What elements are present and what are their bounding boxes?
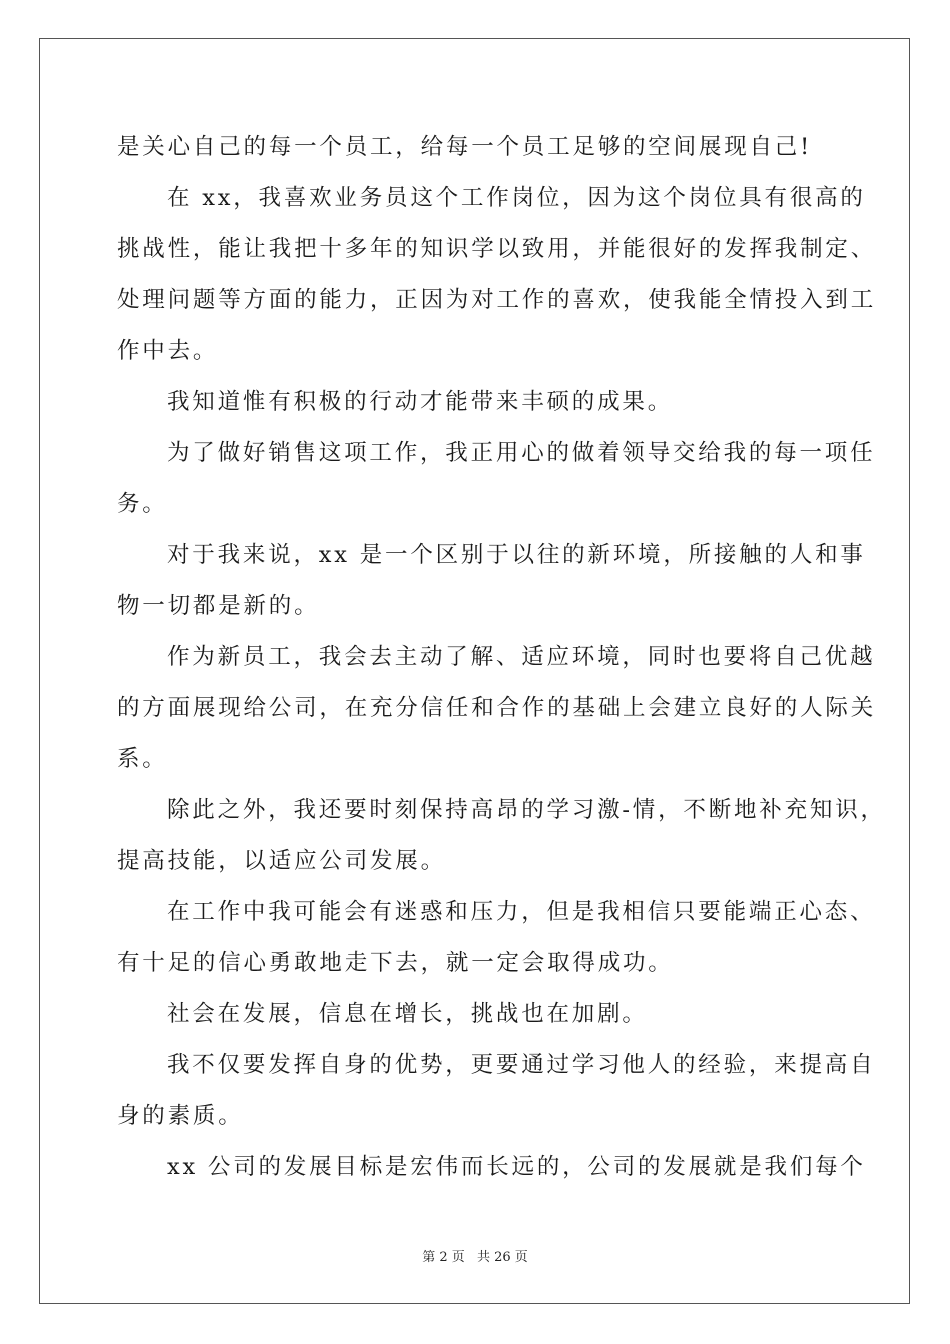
text-line: 身的素质。 [117, 1103, 244, 1129]
text-line: 作为新员工，我会去主动了解、适应环境，同时也要将自己优越 [167, 644, 876, 670]
page-number: 第 2 页 [422, 1250, 465, 1265]
text-line: 处理问题等方面的能力，正因为对工作的喜欢，使我能全情投入到工 [117, 287, 877, 313]
page-total: 共 26 页 [476, 1250, 528, 1265]
text-line: 是关心自己的每一个员工，给每一个员工足够的空间展现自己! [117, 134, 812, 160]
text-line: 物一切都是新的。 [117, 593, 320, 619]
text-line: 有十足的信心勇敢地走下去，就一定会取得成功。 [117, 950, 674, 976]
text-line: 挑战性，能让我把十多年的知识学以致用，并能很好的发挥我制定、 [117, 236, 877, 262]
text-line: 对于我来说，xx 是一个区别于以往的新环境，所接触的人和事 [167, 542, 866, 568]
text-line: 作中去。 [117, 338, 219, 364]
text-line: 除此之外，我还要时刻保持高昂的学习激-情，不断地补充知识， [167, 797, 886, 823]
text-line: xx 公司的发展目标是宏伟而长远的，公司的发展就是我们每个 [167, 1154, 866, 1180]
text-line: 务。 [117, 491, 168, 517]
text-line: 在工作中我可能会有迷惑和压力，但是我相信只要能端正心态、 [167, 899, 876, 925]
text-line: 的方面展现给公司，在充分信任和合作的基础上会建立良好的人际关 [117, 695, 877, 721]
text-line: 在 xx，我喜欢业务员这个工作岗位，因为这个岗位具有很高的 [167, 185, 866, 211]
text-line: 系。 [117, 746, 168, 772]
text-line: 社会在发展，信息在增长，挑战也在加剧。 [167, 1001, 648, 1027]
text-line: 为了做好销售这项工作，我正用心的做着领导交给我的每一项任 [167, 440, 876, 466]
text-line: 我知道惟有积极的行动才能带来丰硕的成果。 [167, 389, 674, 415]
page-footer [0, 1246, 950, 1265]
text-line: 提高技能，以适应公司发展。 [117, 848, 446, 874]
text-line: 我不仅要发挥自身的优势，更要通过学习他人的经验，来提高自 [167, 1052, 876, 1078]
document-body [117, 122, 886, 1193]
